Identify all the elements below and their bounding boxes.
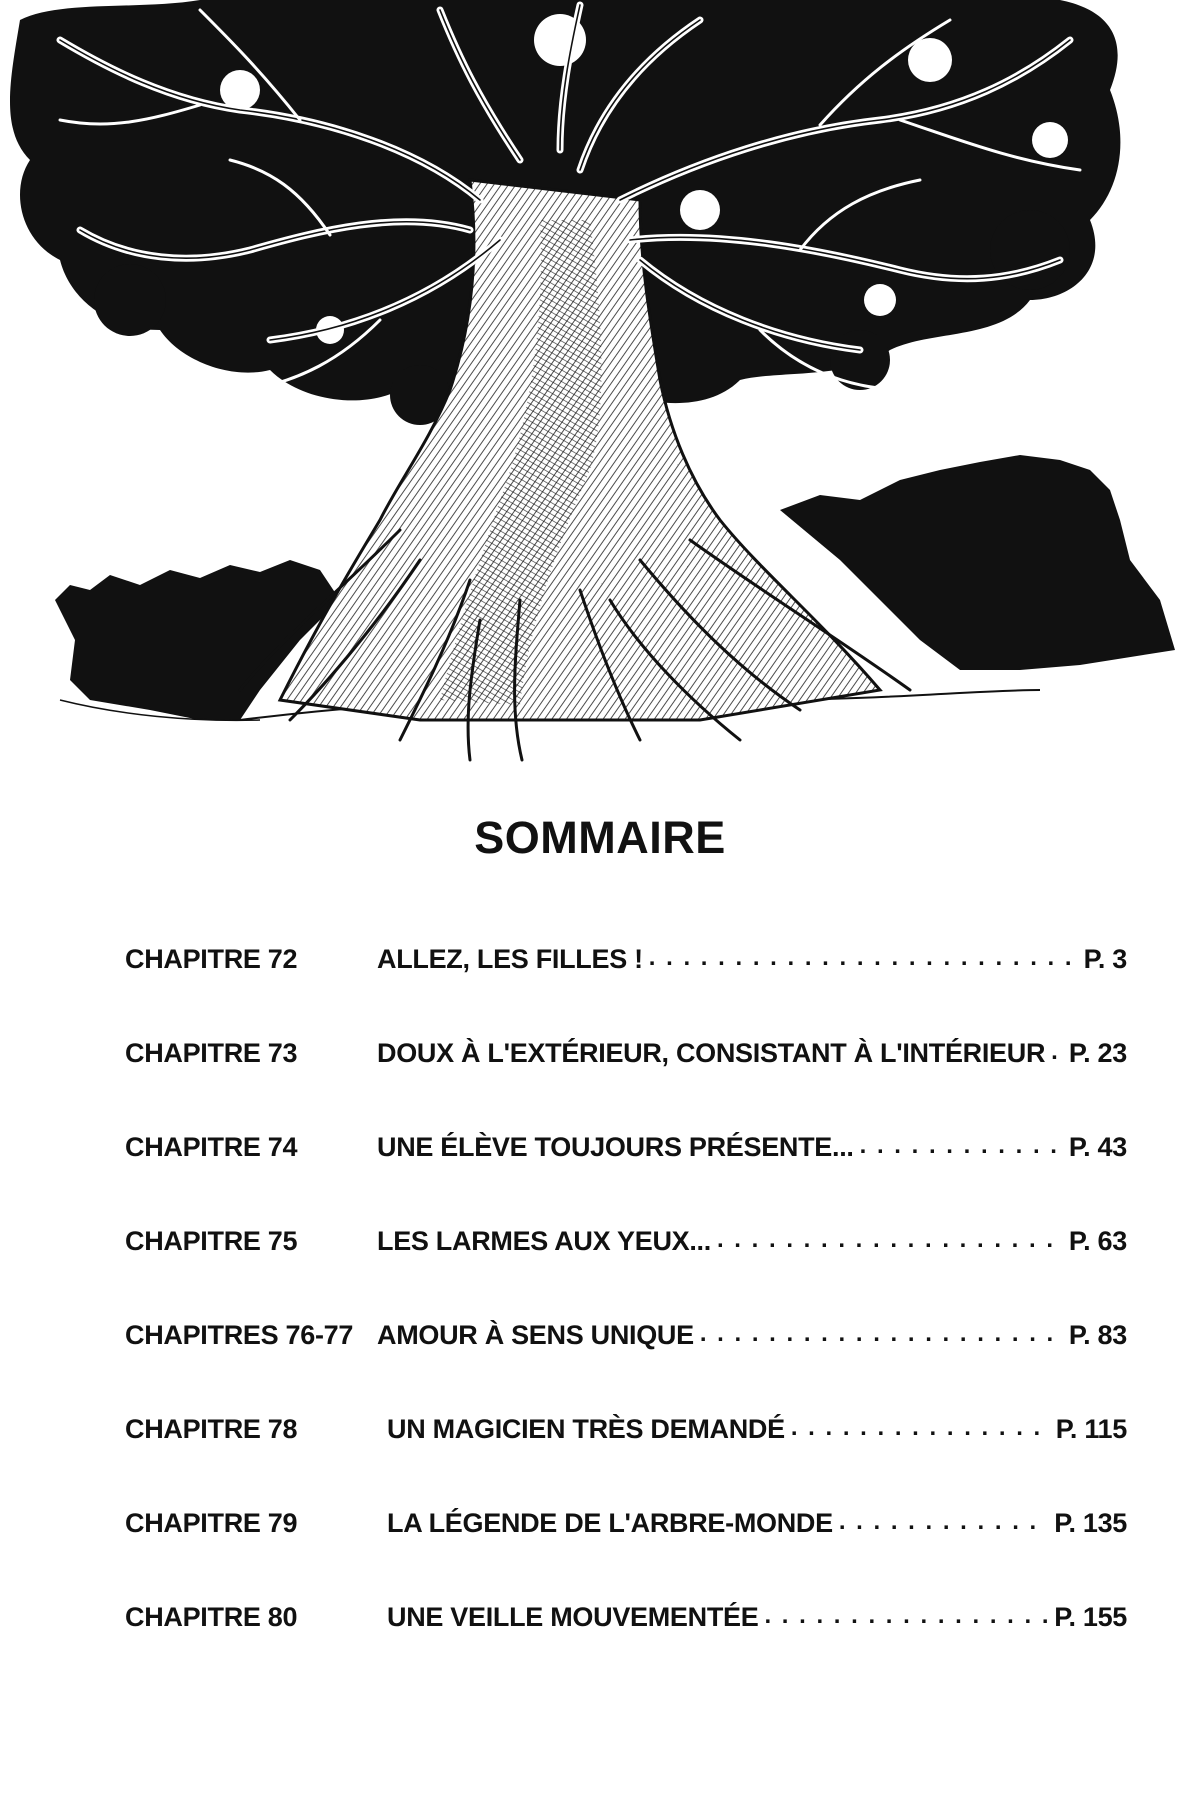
toc-entry [125, 912, 1127, 1006]
toc-title-cell [377, 1038, 1127, 1069]
toc-chapter-number: CHAPITRE 72 [125, 943, 298, 974]
toc-title-cell [387, 1414, 1127, 1445]
toc-dot-leader [860, 1132, 1063, 1162]
toc-chapter-title: AMOUR À SENS UNIQUE [377, 1319, 694, 1350]
world-tree-illustration [0, 0, 1200, 770]
toc-dot-leader [649, 944, 1078, 974]
toc-chapter-title: UNE ÉLÈVE TOUJOURS PRÉSENTE... [377, 1131, 854, 1162]
toc-chapter-number: CHAPITRE 74 [125, 1131, 298, 1162]
toc-page-number: P. 43 [1068, 1131, 1127, 1162]
toc-chapter-title: LES LARMES AUX YEUX... [377, 1225, 711, 1256]
toc-title-cell [377, 1226, 1127, 1257]
toc-chapter-number: CHAPITRE 79 [125, 1507, 298, 1538]
toc-page-number: P. 23 [1068, 1037, 1127, 1068]
toc-chapter-number: CHAPITRES 76-77 [125, 1319, 354, 1350]
toc-page-number: P. 83 [1068, 1319, 1127, 1350]
toc-chapter-title: UNE VEILLE MOUVEMENTÉE [387, 1601, 759, 1632]
toc-dot-leader [700, 1320, 1063, 1350]
toc-title-cell [377, 1320, 1127, 1351]
toc-chapter-title: LA LÉGENDE DE L'ARBRE-MONDE [387, 1507, 833, 1538]
toc-dot-leader [839, 1508, 1048, 1538]
toc-chapter-title: ALLEZ, LES FILLES ! [377, 943, 643, 974]
toc-dot-leader [1051, 1038, 1063, 1068]
toc-page-number: P. 63 [1068, 1225, 1127, 1256]
toc-page-number: P. 3 [1083, 943, 1127, 974]
toc-chapter-title: UN MAGICIEN TRÈS DEMANDÉ [387, 1413, 785, 1444]
toc-entry [125, 1570, 1127, 1664]
toc-dot-leader [764, 1602, 1048, 1632]
toc-page-number: P. 135 [1054, 1507, 1127, 1538]
toc-chapter-number: CHAPITRE 73 [125, 1037, 298, 1068]
toc-title-cell [387, 1602, 1127, 1633]
toc-heading: SOMMAIRE [474, 812, 726, 863]
toc-entry [125, 1100, 1127, 1194]
toc-chapter-number: CHAPITRE 75 [125, 1225, 298, 1256]
toc-list [125, 912, 1127, 1664]
toc-dot-leader [791, 1414, 1050, 1444]
world-tree-drawing [0, 0, 1200, 770]
forest-right [780, 455, 1175, 670]
toc-entry [125, 1476, 1127, 1570]
toc-dot-leader [717, 1226, 1063, 1256]
toc-title-cell [377, 944, 1127, 975]
toc-entry [125, 1288, 1127, 1382]
toc-chapter-number: CHAPITRE 80 [125, 1601, 298, 1632]
toc-chapter-number: CHAPITRE 78 [125, 1413, 298, 1444]
toc-entry [125, 1194, 1127, 1288]
toc-entry [125, 1382, 1127, 1476]
toc-chapter-title: DOUX À L'EXTÉRIEUR, CONSISTANT À L'INTÉRIEUR [377, 1037, 1046, 1068]
toc-entry [125, 1006, 1127, 1100]
toc-page-number: P. 155 [1054, 1601, 1127, 1632]
toc-page-number: P. 115 [1055, 1413, 1127, 1444]
toc-title-cell [387, 1508, 1127, 1539]
toc-title-cell [377, 1132, 1127, 1163]
